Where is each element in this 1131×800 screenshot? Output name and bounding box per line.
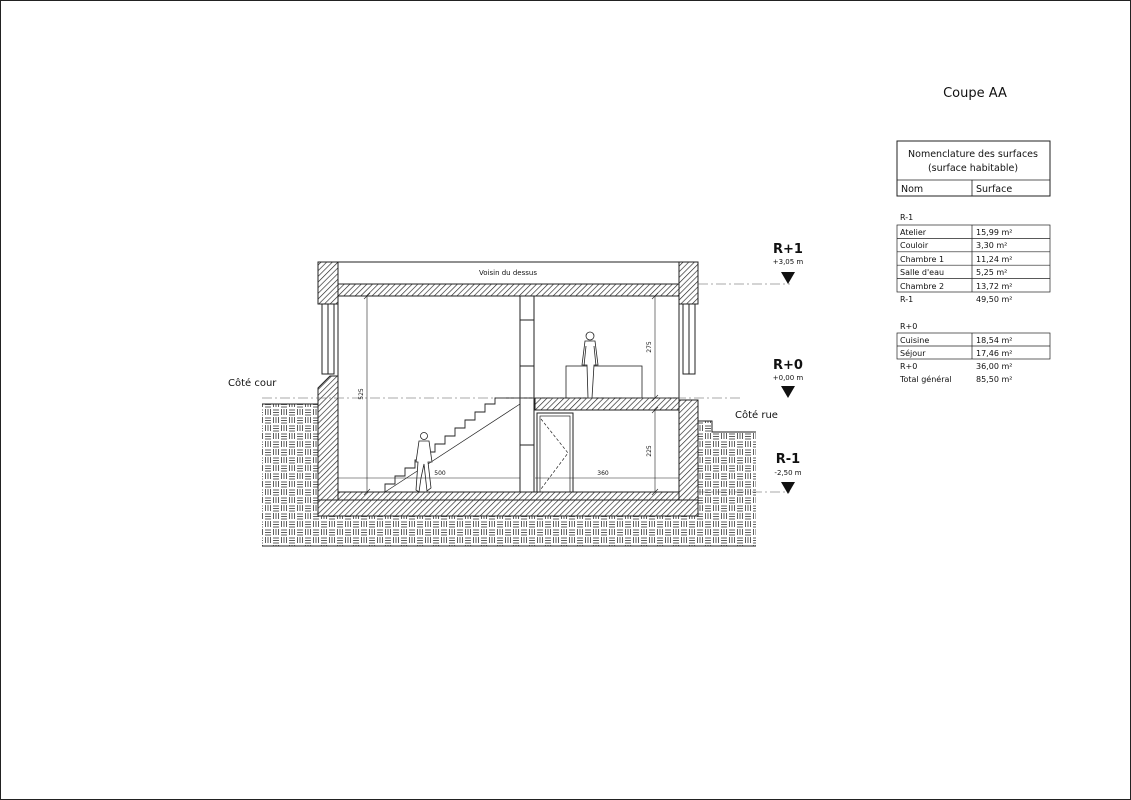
side-label-left: Côté cour (228, 378, 277, 389)
parapet-right (679, 262, 698, 304)
table-row: Chambre 1 (900, 255, 945, 264)
group2-total-value: 36,00 m² (976, 362, 1013, 371)
table-row-value: 15,99 m² (976, 228, 1013, 237)
table-row-value: 17,46 m² (976, 349, 1013, 358)
dim-width-left: 500 (434, 470, 446, 477)
dim-height-upper: 275 (646, 341, 653, 353)
roof-slab (338, 284, 679, 296)
grand-total-label: Total général (900, 375, 952, 384)
table-title-line2: (surface habitable) (927, 163, 1019, 174)
group1-label: R-1 (900, 213, 914, 222)
level-marker-rm1 (774, 452, 801, 494)
table-col-name: Nom (901, 184, 924, 195)
surfaces-table (897, 141, 1050, 384)
level-marker-r0 (773, 358, 804, 398)
dim-height-lower: 225 (646, 445, 653, 457)
svg-text:R+1: R+1 (773, 242, 803, 257)
table-row-value: 3,30 m² (976, 241, 1008, 250)
dim-width-right: 360 (597, 470, 609, 477)
table-row-value: 18,54 m² (976, 336, 1013, 345)
dim-height-total: 525 (358, 388, 365, 400)
basement-slab (338, 492, 679, 500)
svg-text:-2,50 m: -2,50 m (774, 469, 802, 477)
person-walking-figure (416, 433, 432, 493)
svg-text:R-1: R-1 (775, 452, 801, 467)
stair-underside (385, 404, 520, 492)
footing-band (318, 500, 698, 516)
table-row: Salle d'eau (900, 268, 945, 277)
table-row: Séjour (900, 349, 926, 358)
table-row: Couloir (900, 241, 929, 250)
level-marker-r1 (773, 242, 804, 284)
railing (566, 366, 642, 398)
table-row-value: 11,24 m² (976, 255, 1013, 264)
svg-text:+0,00 m: +0,00 m (772, 374, 804, 382)
wall-left-lower (318, 376, 338, 500)
partition-column (520, 296, 534, 492)
group1-total-label: R-1 (900, 295, 914, 304)
mid-slab (535, 398, 679, 410)
side-label-right: Côté rue (735, 410, 778, 421)
person-standing-figure (582, 332, 598, 398)
wall-right-lower (679, 400, 698, 500)
svg-text:R+0: R+0 (773, 358, 803, 373)
neighbor-label: Voisin du dessus (479, 269, 537, 277)
table-row: Cuisine (900, 336, 930, 345)
table-row: Atelier (900, 228, 927, 237)
svg-text:+3,05 m: +3,05 m (772, 258, 804, 266)
table-row-value: 5,25 m² (976, 268, 1008, 277)
group2-total-label: R+0 (900, 362, 918, 371)
drawing-title: Coupe AA (943, 86, 1007, 101)
dimension-lines (338, 293, 679, 495)
table-row: Chambre 2 (900, 282, 945, 291)
parapet-left (318, 262, 338, 304)
door (537, 413, 573, 492)
group2-label: R+0 (900, 322, 918, 331)
group1-total-value: 49,50 m² (976, 295, 1013, 304)
table-row-value: 13,72 m² (976, 282, 1013, 291)
table-col-surface: Surface (976, 184, 1013, 195)
table-title-line1: Nomenclature des surfaces (908, 149, 1038, 160)
grand-total-value: 85,50 m² (976, 375, 1013, 384)
